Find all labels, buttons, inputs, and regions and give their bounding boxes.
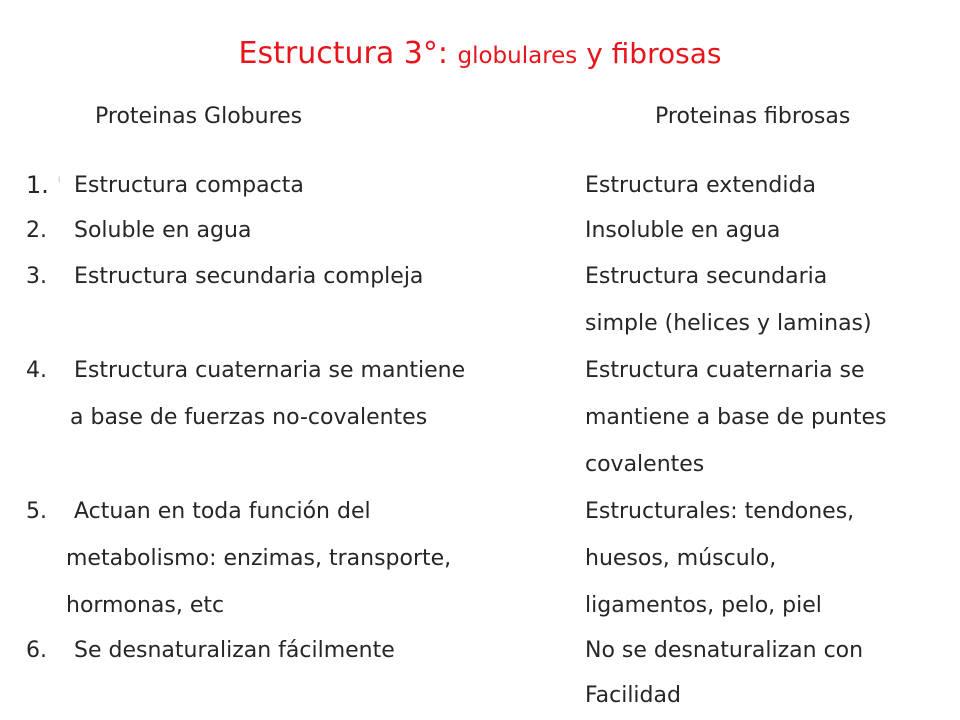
row-5-left-line-1: Actuan en toda función del — [74, 499, 371, 524]
left-column-header: Proteinas Globures — [95, 104, 303, 129]
row-6-left-line-1: Se desnaturalizan fácilmente — [74, 638, 395, 663]
row-5-number: 5. — [26, 499, 47, 524]
row-5-left-line-2: metabolismo: enzimas, transporte, — [66, 546, 452, 571]
row-1-left-line-1: Estructura compacta — [74, 173, 304, 198]
row-4-right-line-1: Estructura cuaternaria se — [585, 358, 865, 383]
row-2-number: 2. — [26, 218, 47, 243]
row-3-right-line-1: Estructura secundaria — [585, 264, 828, 289]
row-1-right-line-1: Estructura extendida — [585, 173, 816, 198]
row-1-number: 1. — [26, 171, 49, 199]
right-column-header: Proteinas fibrosas — [655, 104, 851, 129]
row-5-right-line-1: Estructurales: tendones, — [585, 499, 855, 524]
title-part-1: Estructura 3°: — [238, 36, 458, 71]
row-4-right-line-3: covalentes — [585, 452, 705, 477]
title-part-3: y fibrosas — [577, 37, 722, 70]
row-5-left-line-3: hormonas, etc — [66, 593, 225, 618]
row-5-right-line-2: huesos, músculo, — [585, 546, 777, 571]
slide-title — [0, 36, 960, 72]
row-3-number: 3. — [26, 264, 47, 289]
row-4-number: 4. — [26, 358, 47, 383]
row-6-right-line-1: No se desnaturalizan con — [585, 638, 864, 663]
row-4-right-line-2: mantiene a base de puntes — [585, 405, 887, 430]
row-3-right-line-2: simple (helices y laminas) — [585, 311, 872, 336]
row-4-left-line-1: Estructura cuaternaria se mantiene — [74, 358, 466, 383]
row-4-left-line-2: a base de fuerzas no-covalentes — [70, 405, 428, 430]
title-part-2: globulares — [457, 43, 578, 69]
row-2-right-line-1: Insoluble en agua — [585, 218, 781, 243]
row-3-left-line-1: Estructura secundaria compleja — [74, 264, 424, 289]
row-5-right-line-3: ligamentos, pelo, piel — [585, 593, 822, 618]
row-2-left-line-1: Soluble en agua — [74, 218, 252, 243]
row-6-number: 6. — [26, 638, 47, 663]
stray-mark: i — [58, 175, 61, 184]
row-6-right-line-2: Facilidad — [585, 683, 681, 708]
